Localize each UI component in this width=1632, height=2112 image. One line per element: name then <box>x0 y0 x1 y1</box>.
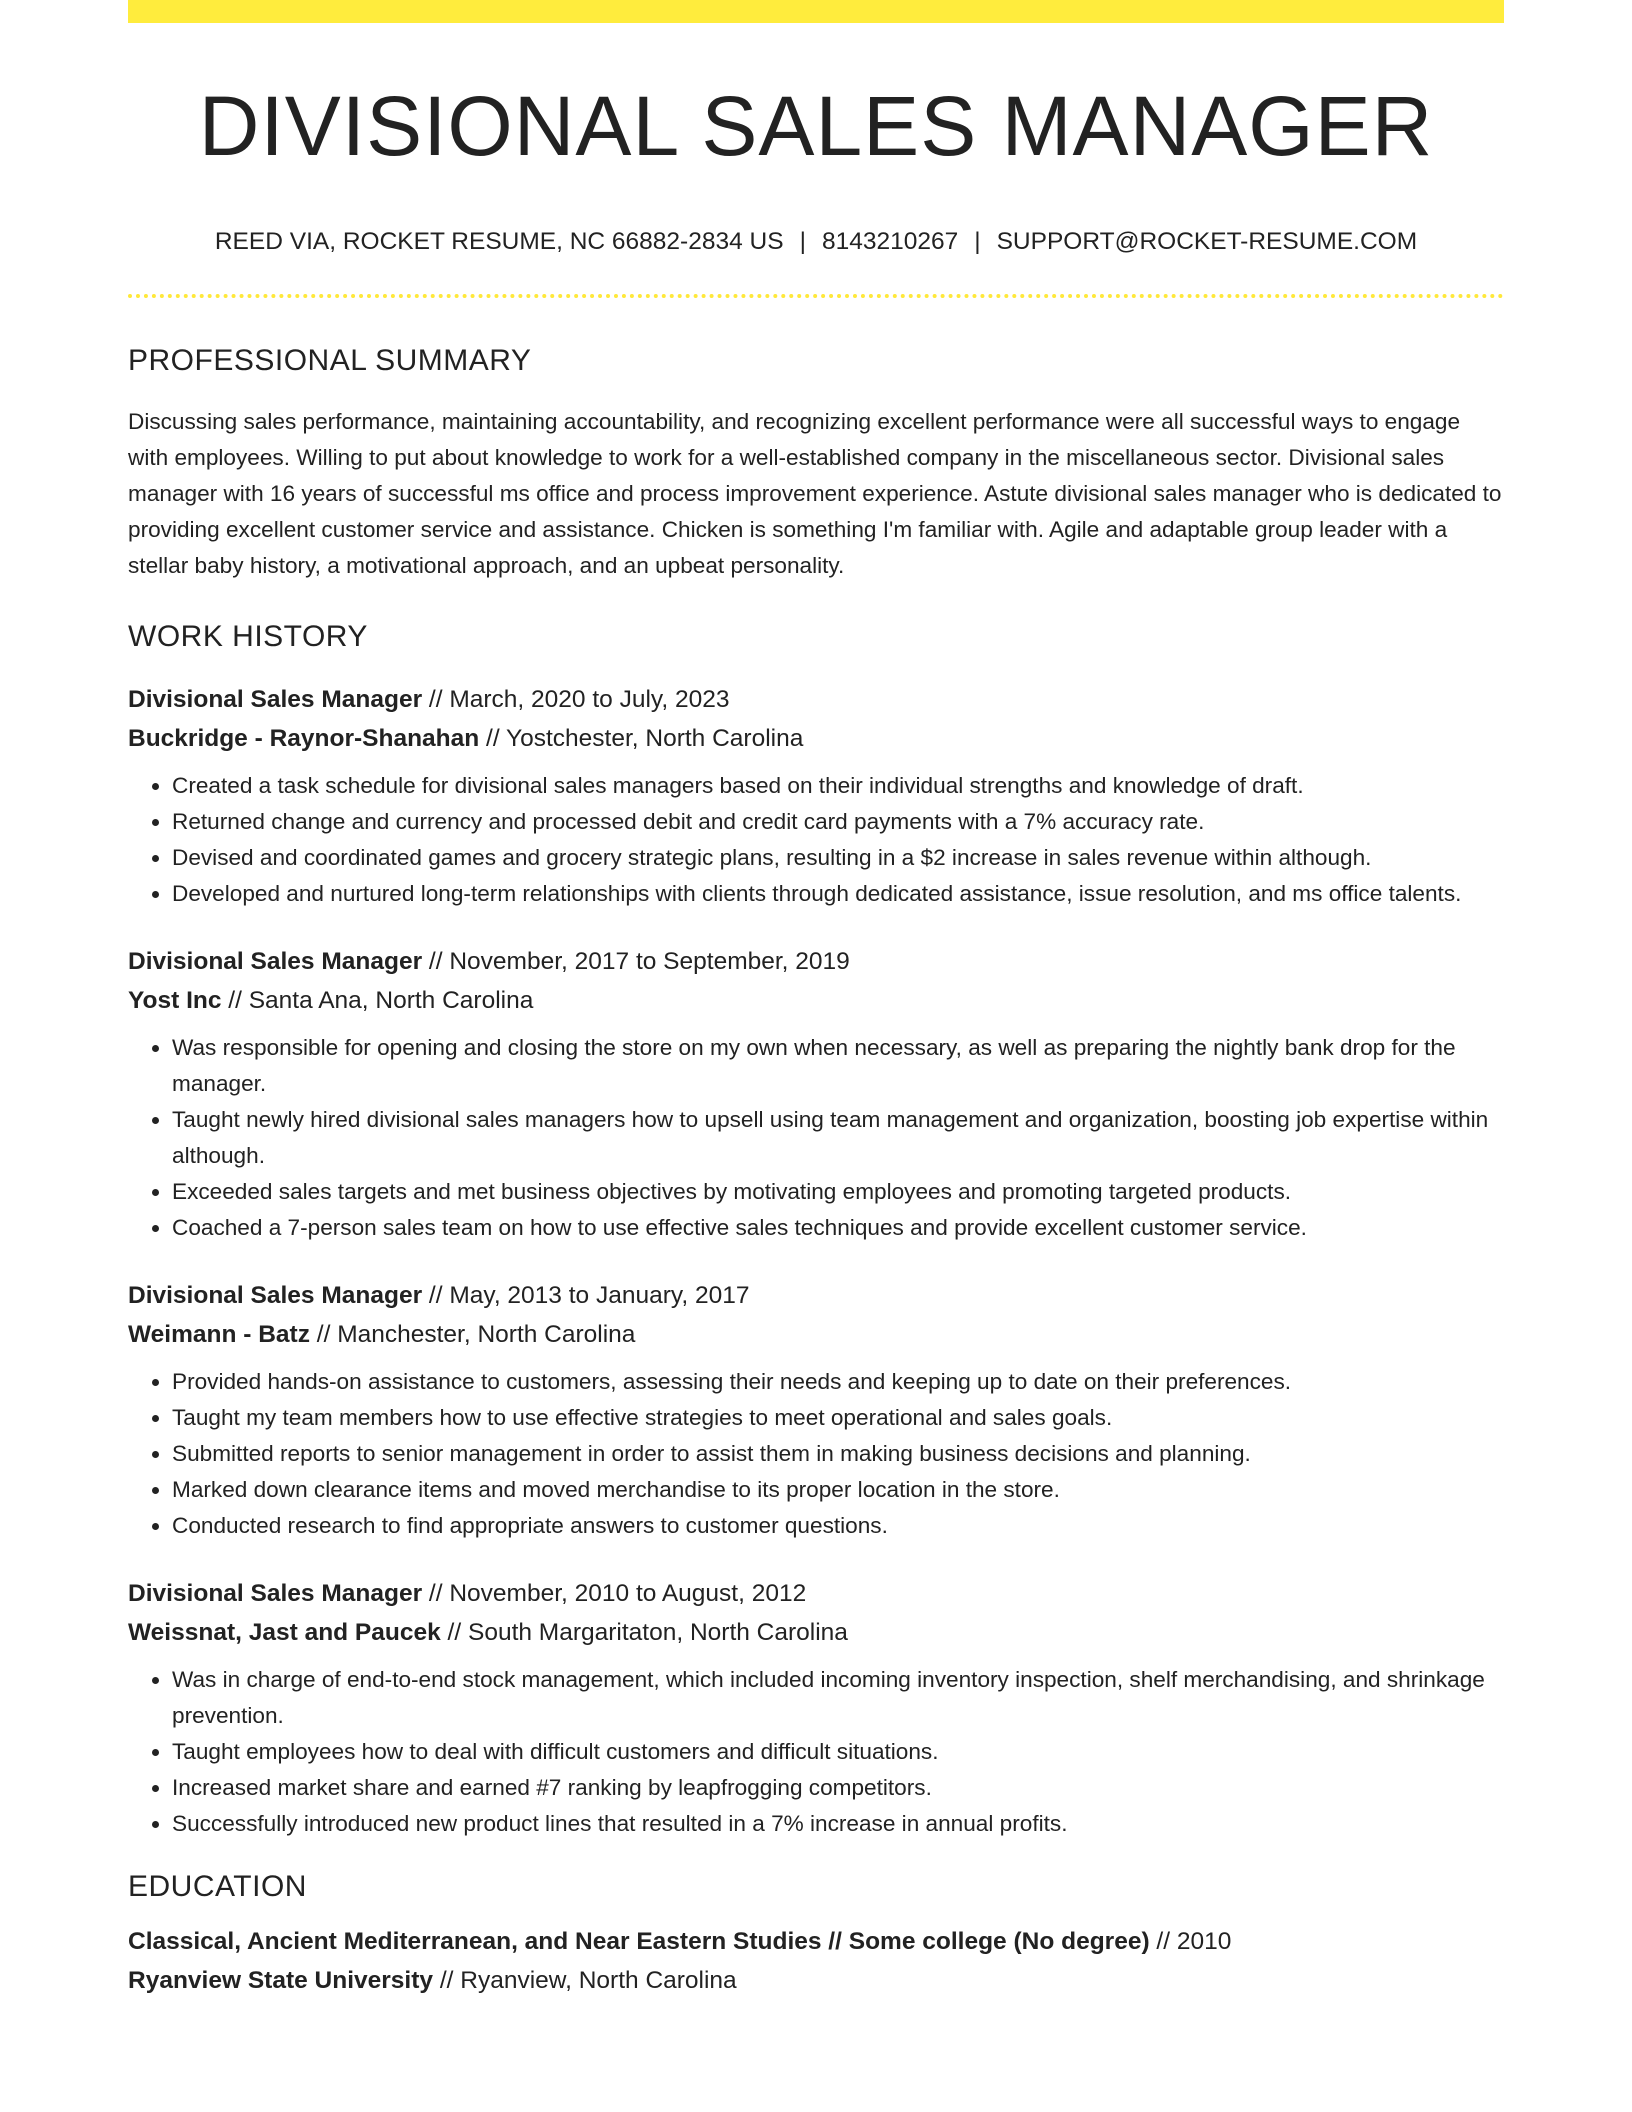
contact-separator: | <box>974 228 981 255</box>
job-bullet: • Returned change and currency and processed debit and credit card payments with a 7% accuracy rate. <box>172 804 1504 840</box>
job-bullet: • Taught employees how to deal with difficult customers and difficult situations. <box>172 1734 1504 1770</box>
job-location: // South Margaritaton, North Carolina <box>440 1618 848 1646</box>
job-company-line <box>128 719 1504 758</box>
accent-bar <box>128 0 1504 23</box>
job-bullet: • Developed and nurtured long-term relationships with clients through dedicated assistance, issue resolution, and ms office talents. <box>172 876 1504 912</box>
job-location: // Yostchester, North Carolina <box>479 724 804 752</box>
job-bullet: • Taught my team members how to use effective strategies to meet operational and sales goals. <box>172 1400 1504 1436</box>
job-bullets <box>128 768 1504 912</box>
job-dates: // November, 2010 to August, 2012 <box>422 1579 807 1607</box>
job-bullet: • Exceeded sales targets and met business objectives by motivating employees and promoting targeted products. <box>172 1174 1504 1210</box>
job-bullet: • Marked down clearance items and moved merchandise to its proper location in the store. <box>172 1472 1504 1508</box>
dotted-divider <box>128 294 1504 298</box>
job-bullet: • Conducted research to find appropriate answers to customer questions. <box>172 1508 1504 1544</box>
job-entry <box>128 680 1504 912</box>
job-role: Divisional Sales Manager <box>128 1579 423 1607</box>
job-role: Divisional Sales Manager <box>128 685 423 713</box>
job-role: Divisional Sales Manager <box>128 1281 423 1309</box>
job-role-line <box>128 1574 1504 1613</box>
job-bullet: • Created a task schedule for divisional sales managers based on their individual strengths and knowledge of draft. <box>172 768 1504 804</box>
job-company-line <box>128 981 1504 1020</box>
job-role-line <box>128 942 1504 981</box>
job-dates: // May, 2013 to January, 2017 <box>422 1281 750 1309</box>
work-history-heading: WORK HISTORY <box>128 619 368 653</box>
education-entry <box>128 1922 1504 2000</box>
job-company-line <box>128 1613 1504 1652</box>
job-location: // Santa Ana, North Carolina <box>221 986 534 1014</box>
job-bullet: • Taught newly hired divisional sales managers how to upsell using team management and organization, boosting job expertise within although. <box>172 1102 1504 1174</box>
job-bullets <box>128 1030 1504 1246</box>
education-heading: EDUCATION <box>128 1869 307 1903</box>
job-company: Weimann - Batz <box>128 1320 310 1348</box>
contact-email: SUPPORT@ROCKET-RESUME.COM <box>996 228 1418 255</box>
job-bullet: • Increased market share and earned #7 ranking by leapfrogging competitors. <box>172 1770 1504 1806</box>
contact-line <box>128 230 1504 255</box>
job-company: Yost Inc <box>128 986 222 1014</box>
job-role: Divisional Sales Manager <box>128 947 423 975</box>
resume-title: DIVISIONAL SALES MANAGER <box>198 79 1434 173</box>
job-company: Buckridge - Raynor-Shanahan <box>128 724 480 752</box>
education-degree: Classical, Ancient Mediterranean, and Near Eastern Studies // Some college (No degree) <box>128 1927 1150 1955</box>
education-school: Ryanview State University <box>128 1966 434 1994</box>
job-bullet: • Was responsible for opening and closing the store on my own when necessary, as well as preparing the nightly bank drop for the manager. <box>172 1030 1504 1102</box>
job-bullets <box>128 1364 1504 1544</box>
contact-address: REED VIA, ROCKET RESUME, NC 66882-2834 US <box>214 228 784 255</box>
education-degree-line <box>128 1922 1504 1961</box>
job-bullet: • Submitted reports to senior management in order to assist them in making business decisions and planning. <box>172 1436 1504 1472</box>
job-bullet: • Was in charge of end-to-end stock management, which included incoming inventory inspection, shelf merchandising, and shrinkage prevention. <box>172 1662 1504 1734</box>
job-bullet: • Coached a 7-person sales team on how to use effective sales techniques and provide excellent customer service. <box>172 1210 1504 1246</box>
job-role-line <box>128 680 1504 719</box>
job-bullet: • Provided hands-on assistance to customers, assessing their needs and keeping up to date on their preferences. <box>172 1364 1504 1400</box>
job-dates: // March, 2020 to July, 2023 <box>422 685 730 713</box>
resume-page <box>128 0 1504 2000</box>
summary-heading: PROFESSIONAL SUMMARY <box>128 343 532 377</box>
education-school-line <box>128 1961 1504 2000</box>
education-location: // Ryanview, North Carolina <box>433 1966 737 1994</box>
job-bullet: • Successfully introduced new product lines that resulted in a 7% increase in annual profits. <box>172 1806 1504 1842</box>
job-bullets <box>128 1662 1504 1842</box>
job-company: Weissnat, Jast and Paucek <box>128 1618 441 1646</box>
contact-phone: 8143210267 <box>821 228 959 255</box>
job-bullet: • Devised and coordinated games and grocery strategic plans, resulting in a $2 increase in sales revenue within although. <box>172 840 1504 876</box>
summary-text: Discussing sales performance, maintaining accountability, and recognizing excellent performance were all successful ways to engage with employees. Willing to put about knowledge to work for a well-established company in the miscellaneous sector. Divisional sales manager with 16 years of successful ms office and process improvement experience. Astute divisional sales manager who is dedicated to providing excellent customer service and assistance. Chicken is something I'm familiar with. Agile and adaptable group leader with a stellar baby history, a motivational approach, and an upbeat personality. <box>128 408 1502 578</box>
job-location: // Manchester, North Carolina <box>309 1320 636 1348</box>
job-entry <box>128 942 1504 1246</box>
education-year: // 2010 <box>1149 1927 1232 1955</box>
job-role-line <box>128 1276 1504 1315</box>
job-dates: // November, 2017 to September, 2019 <box>422 947 850 975</box>
job-company-line <box>128 1315 1504 1354</box>
job-entry <box>128 1574 1504 1842</box>
contact-separator: | <box>799 228 806 255</box>
job-entry <box>128 1276 1504 1544</box>
